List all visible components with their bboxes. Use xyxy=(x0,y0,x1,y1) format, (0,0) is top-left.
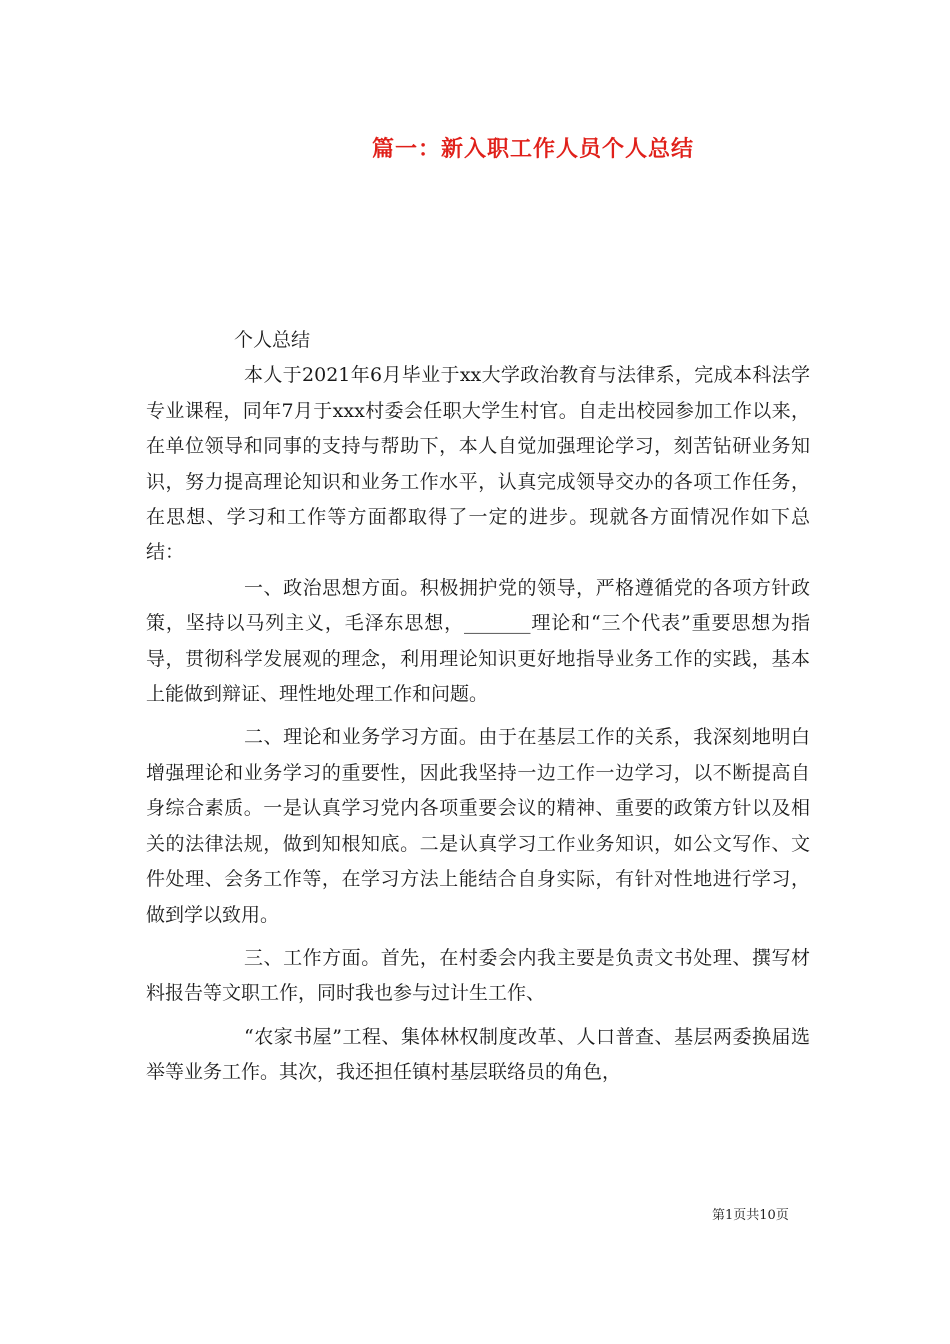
paragraph-intro: 本人于2021年6月毕业于xx大学政治教育与法律系，完成本科法学专业课程，同年7月于xxx村委会任职大学生村官。自走出校园参加工作以来，在单位领导和同事的支持与帮助下，本人自觉加强理论学习，刻苦钻研业务知识，努力提高理论知识和业务工作水平，认真完成领导交办的各项工作任务，在思想、学习和工作等方面都取得了一定的进步。现就各方面情况作如下总结： xyxy=(146,364,810,564)
section-heading: 个人总结 xyxy=(234,329,311,351)
paragraph-work-continued: “农家书屋”工程、集体林权制度改革、人口普查、基层两委换届选举等业务工作。其次，我还担任镇村基层联络员的角色， xyxy=(146,1025,810,1084)
paragraph-study: 二、理论和业务学习方面。由于在基层工作的关系，我深刻地明白增强理论和业务学习的重要性，因此我坚持一边工作一边学习，以不断提高自身综合素质。一是认真学习党内各项重要会议的精神、重要的政策方针以及相关的法律法规，做到知根知底。二是认真学习工作业务知识，如公文写作、文件处理、会务工作等，在学习方法上能结合自身实际，有针对性地进行学习，做到学以致用。 xyxy=(146,726,810,926)
document-body xyxy=(146,323,810,1091)
page-number: 第1页共10页 xyxy=(712,1208,789,1223)
paragraph-work: 三、工作方面。首先，在村委会内我主要是负责文书处理、撰写材料报告等文职工作，同时我也参与过计生工作、 xyxy=(146,946,810,1005)
paragraph-political: 一、政治思想方面。积极拥护党的领导，严格遵循党的各项方针政策，坚持以马列主义，毛泽东思想，_______理论和“三个代表”重要思想为指导，贯彻科学发展观的理念，利用理论知识更好地指导业务工作的实践，基本上能做到辩证、理性地处理工作和问题。 xyxy=(146,576,810,706)
document-title: 篇一：新入职工作人员个人总结 xyxy=(372,136,695,162)
